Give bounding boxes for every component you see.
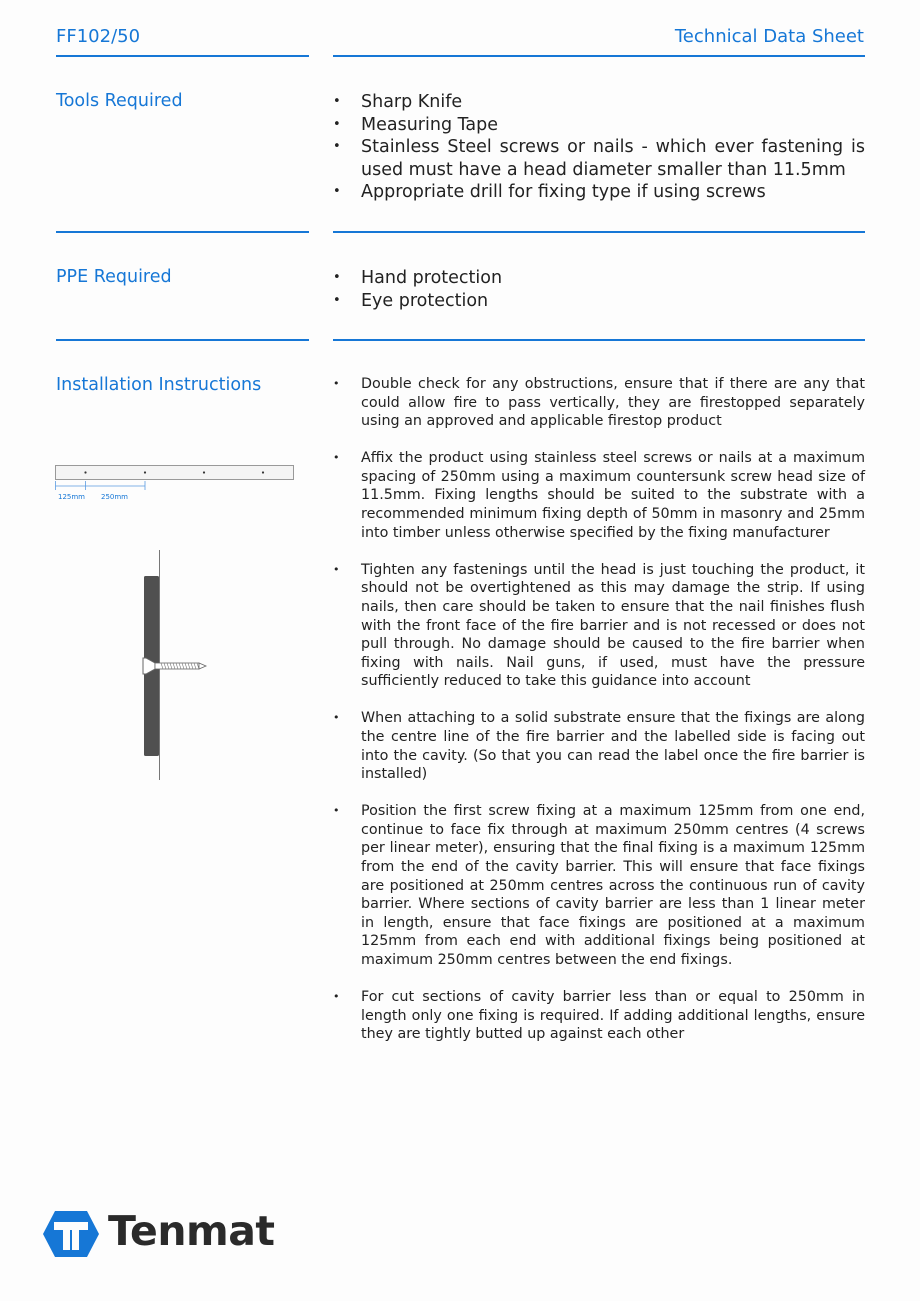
- list-item: • Sharp Knife: [333, 91, 865, 114]
- list-item: • Eye protection: [333, 290, 865, 313]
- list-item: • Stainless Steel screws or nails - which ever fastening is used must have a head diameter smaller than 11.5mm: [333, 136, 865, 181]
- list-item: • For cut sections of cavity barrier less than or equal to 250mm in length only one fixing is required. If adding additional lengths, ensure they are tightly butted up against each other: [333, 988, 865, 1044]
- ppe-divider-left: [56, 339, 309, 341]
- ppe-divider-right: [333, 339, 865, 341]
- list-item: • When attaching to a solid substrate ensure that the fixings are along the centre line of the fire barrier and the labelled side is facing out into the cavity. (So that you can read the label once the fire barrier is installed): [333, 709, 865, 783]
- list-item: • Hand protection: [333, 267, 865, 290]
- list-item: • Appropriate drill for fixing type if using screws: [333, 181, 865, 204]
- tools-divider-left: [56, 231, 309, 233]
- barrier-strip: [56, 466, 294, 480]
- tools-list: [333, 91, 865, 204]
- list-item: • Double check for any obstructions, ensure that if there are any that could allow fire to pass vertically, they are firestopped separately using an approved and applicable firestop product: [333, 375, 865, 431]
- installation-section-title: Installation Instructions: [56, 375, 262, 395]
- tools-divider-right: [333, 231, 865, 233]
- header-divider-right: [333, 55, 865, 57]
- brand-logo: [42, 1208, 282, 1260]
- fixing-point: [84, 471, 86, 473]
- header-divider-left: [56, 55, 309, 57]
- dimension-lines: [56, 481, 146, 490]
- fixing-point: [144, 471, 146, 473]
- screw-section-diagram: [135, 550, 215, 782]
- document-code: FF102/50: [56, 26, 141, 47]
- ppe-section-title: PPE Required: [56, 267, 172, 287]
- tools-section-title: Tools Required: [56, 91, 183, 111]
- brand-name: Tenmat: [108, 1207, 275, 1255]
- dimension-label-first: 125mm: [58, 493, 85, 501]
- fixing-point: [262, 471, 264, 473]
- list-item: • Measuring Tape: [333, 114, 865, 137]
- list-item: • Affix the product using stainless steel screws or nails at a maximum spacing of 250mm using a maximum countersunk screw head size of 11.5mm. Fixing lengths should be suited to the substrate with a recommended minimum fixing depth of 50mm in masonry and 25mm into timber unless otherwise specified by the fixing manufacturer: [333, 449, 865, 542]
- list-item: • Tighten any fastenings until the head is just touching the product, it should not be overtightened as this may damage the strip. If using nails, then care should be taken to ensure that the nail finishes flush with the front face of the fire barrier and is not recessed or does not pull through. No damage should be caused to the fire barrier when fixing with nails. Nail guns, if used, must have the pressure sufficiently reduced to take this guidance into account: [333, 561, 865, 691]
- document-type: Technical Data Sheet: [674, 26, 864, 47]
- installation-list: [333, 375, 865, 1062]
- fixing-spacing-diagram: [50, 460, 300, 505]
- ppe-list: [333, 267, 865, 312]
- dimension-label-spacing: 250mm: [101, 493, 128, 501]
- fixing-point: [203, 471, 205, 473]
- tenmat-logo-icon: [42, 1210, 100, 1258]
- list-item: • Position the first screw fixing at a maximum 125mm from one end, continue to face fix through at maximum 250mm centres (4 screws per linear meter), ensuring that the final fixing is a maximum 125mm from the end of the cavity barrier. This will ensure that face fixings are positioned at 250mm centres across the continuous run of cavity barrier. Where sections of cavity barrier are less than 1 linear meter in length, ensure that face fixings are positioned at a maximum 125mm from each end with additional fixings being positioned at maximum 250mm centres between the end fixings.: [333, 802, 865, 969]
